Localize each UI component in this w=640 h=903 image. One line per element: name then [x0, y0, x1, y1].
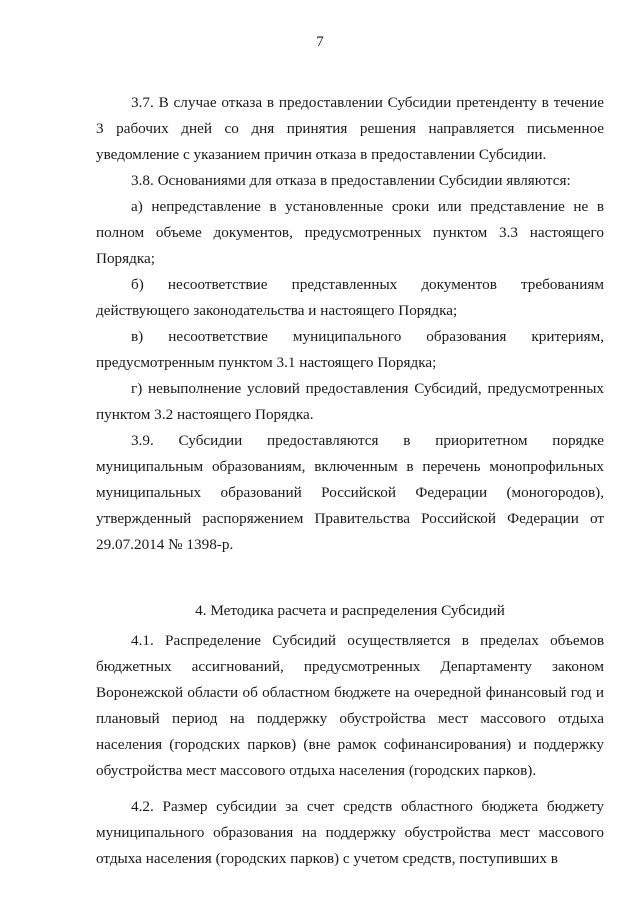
document-body: [96, 90, 604, 872]
section-gap-2: [96, 578, 604, 598]
paragraph-3-8-g: г) невыполнение условий предоставления Субсидий, предусмотренных пунктом 3.2 настоящего Порядка.: [96, 380, 604, 423]
paragraph-3-8-b: б) несоответствие представленных документов требованиям действующего законодательства и настоящего Порядка;: [96, 276, 604, 319]
paragraph-4-1: 4.1. Распределение Субсидий осуществляется в пределах объемов бюджетных ассигнований, предусмотренных Департаменту законом Воронежской области об областном бюджете на очередной финансовый год и плановый период на поддержку обустройства мест массового отдыха населения (городских парков) (вне рамок софинансирования) и поддержку обустройства мест массового отдыха населения (городских парков).: [96, 632, 604, 779]
paragraph-4-2: 4.2. Размер субсидии за счет средств областного бюджета бюджету муниципального образования на поддержку обустройства мест массового отдыха населения (городских парков) с учетом средств, поступивших в: [96, 798, 604, 867]
paragraph-3-7: 3.7. В случае отказа в предоставлении Субсидии претенденту в течение 3 рабочих дней со дня принятия решения направляется письменное уведомление с указанием причин отказа в предоставлении Субсидии.: [96, 94, 604, 163]
paragraph-3-8-v: в) несоответствие муниципального образования критериям, предусмотренным пунктом 3.1 настоящего Порядка;: [96, 328, 604, 371]
paragraph-gap: [96, 784, 604, 794]
paragraph-3-8: 3.8. Основаниями для отказа в предоставлении Субсидии являются:: [131, 172, 571, 189]
section-heading: 4. Методика расчета и распределения Субсидий: [195, 602, 505, 619]
page-number: 7: [316, 34, 324, 50]
section-gap: [96, 558, 604, 578]
paragraph-3-9: 3.9. Субсидии предоставляются в приоритетном порядке муниципальным образованиям, включенным в перечень монопрофильных муниципальных образований Российской Федерации (моногородов), утвержденный распоряжением Правительства Российской Федерации от 29.07.2014 № 1398-р.: [96, 432, 604, 553]
paragraph-3-8-a: а) непредставление в установленные сроки или представление не в полном объеме документов, предусмотренных пунктом 3.3 настоящего Порядка;: [96, 198, 604, 267]
